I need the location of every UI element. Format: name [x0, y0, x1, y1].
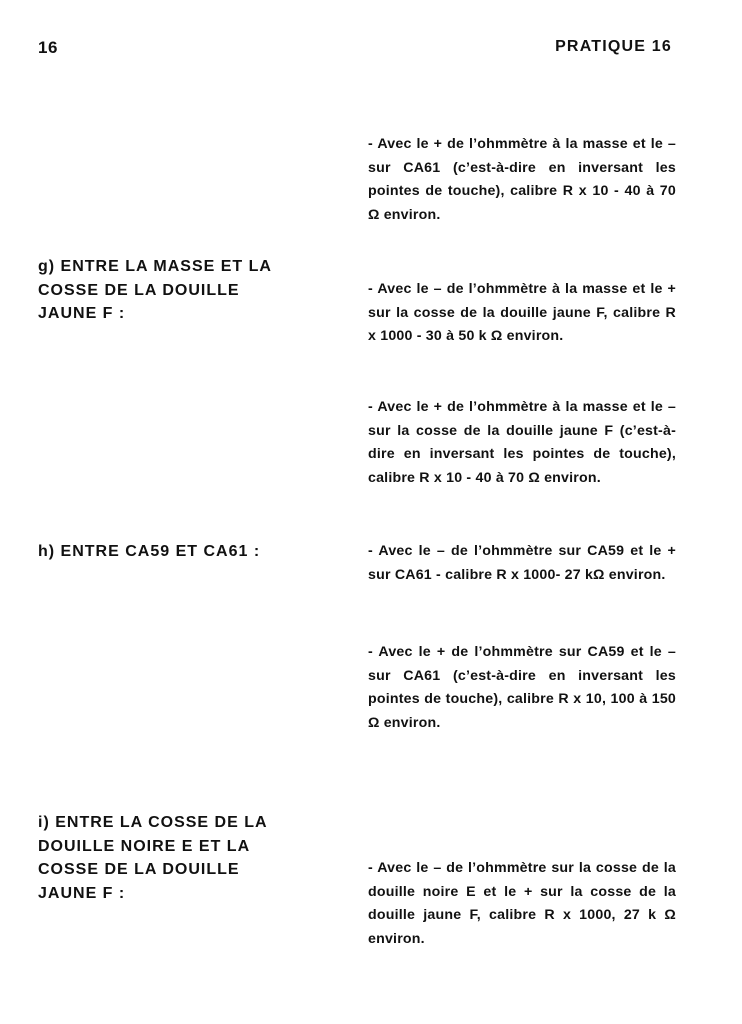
paragraph-1: - Avec le + de l’ohmmètre à la masse et le – sur CA61 (c’est-à-dire en inversant les pointes de touche), calibre R x 10 - 40 à 70 Ω environ.: [368, 136, 676, 223]
section-g-heading: g) ENTRE LA MASSE ET LA COSSE DE LA DOUILLE JAUNE F :: [38, 258, 272, 322]
paragraph-5: - Avec le + de l’ohmmètre sur CA59 et le – sur CA61 (c’est-à-dire en inversant les pointes de touche), calibre R x 10, 100 à 150 Ω environ.: [368, 644, 676, 731]
running-head: PRATIQUE 16: [555, 38, 672, 55]
paragraph-6: - Avec le – de l’ohmmètre sur la cosse de la douille noire E et le + sur la cosse de la douille jaune F, calibre R x 1000, 27 k Ω environ.: [368, 860, 676, 947]
page-number: 16: [38, 38, 58, 57]
paragraph-3: - Avec le + de l’ohmmètre à la masse et le – sur la cosse de la douille jaune F (c’est-à-dire en inversant les pointes de touche), calibre R x 10 - 40 à 70 Ω environ.: [368, 399, 676, 486]
paragraph-2: - Avec le – de l’ohmmètre à la masse et le + sur la cosse de la douille jaune F, calibre R x 1000 - 30 à 50 k Ω environ.: [368, 281, 676, 344]
section-h-heading: h) ENTRE CA59 ET CA61 :: [38, 543, 261, 560]
section-i-heading: i) ENTRE LA COSSE DE LA DOUILLE NOIRE E ET LA COSSE DE LA DOUILLE JAUNE F :: [38, 814, 268, 902]
paragraph-4: - Avec le – de l’ohmmètre sur CA59 et le + sur CA61 - calibre R x 1000- 27 kΩ environ.: [368, 543, 676, 583]
